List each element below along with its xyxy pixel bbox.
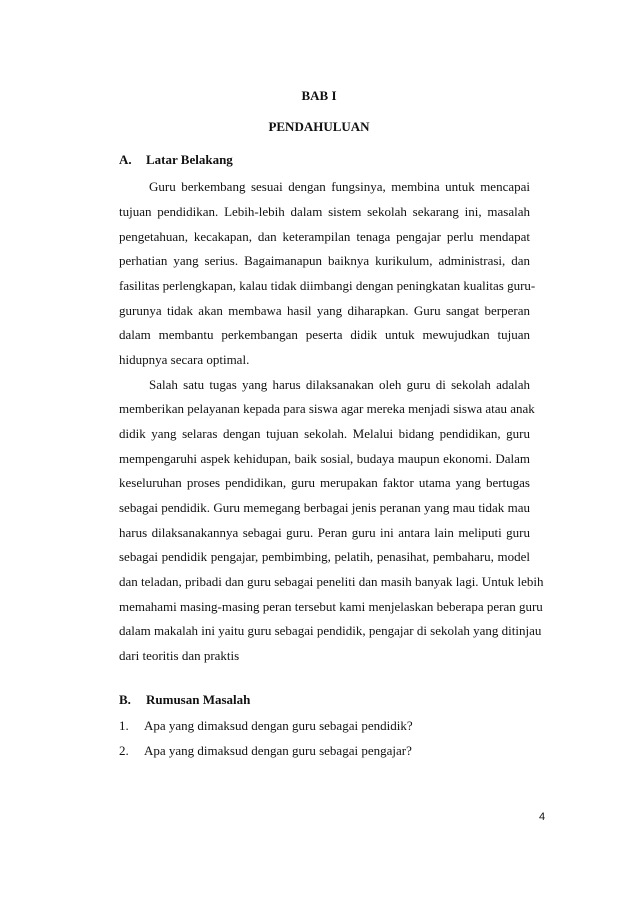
paragraph-line: mempengaruhi aspek kehidupan, baik sosial, budaya maupun ekonomi. Dalam [119,451,530,466]
paragraph-line: dalam membantu perkembangan peserta didik untuk mewujudkan tujuan [119,327,530,342]
chapter-label: BAB I [301,88,337,103]
list-item [119,718,413,734]
page-number: 4 [539,811,546,823]
paragraph-line: pengetahuan, kecakapan, dan keterampilan tenaga pengajar perlu mendapat [119,229,530,244]
section-b-number: B. [119,692,131,707]
list-item-number: 1. [119,718,129,733]
list-item-text: Apa yang dimaksud dengan guru sebagai pengajar? [144,743,412,758]
section-b-heading [119,692,250,708]
list-item-number: 2. [119,743,129,758]
paragraph-line: dari teoritis dan praktis [119,648,240,663]
paragraph-line: harus dilaksanakannya sebagai guru. Peran guru ini antara lain meliputi guru [119,525,530,540]
paragraph-line: fasilitas perlengkapan, kalau tidak diimbangi dengan peningkatan kualitas guru- [119,278,536,293]
paragraph-line: memahami masing-masing peran tersebut kami menjelaskan beberapa peran guru [119,599,543,614]
paragraph-line: sebagai pendidik. Guru memegang berbagai jenis peranan yang mau tidak mau [119,500,530,515]
paragraph-line: keseluruhan proses pendidikan, guru merupakan faktor utama yang bertugas [119,475,530,490]
paragraph-line: dalam makalah ini yaitu guru sebagai pendidik, pengajar di sekolah yang ditinjau [119,623,542,638]
paragraph-line: gurunya tidak akan membawa hasil yang diharapkan. Guru sangat berperan [119,303,530,318]
paragraph-line: Salah satu tugas yang harus dilaksanakan oleh guru di sekolah adalah [149,377,530,392]
paragraph-line: sebagai pendidik pengajar, pembimbing, pelatih, penasihat, pembaharu, model [119,549,530,564]
paragraph-line: Guru berkembang sesuai dengan fungsinya, membina untuk mencapai [149,179,530,194]
list-item [119,743,412,759]
section-b-title: Rumusan Masalah [146,692,251,707]
section-a-heading [119,152,233,168]
paragraph-line: hidupnya secara optimal. [119,352,250,367]
section-a-title: Latar Belakang [146,152,233,167]
section-a-number: A. [119,152,132,167]
list-item-text: Apa yang dimaksud dengan guru sebagai pendidik? [144,718,413,733]
paragraph-line: memberikan pelayanan kepada para siswa agar mereka menjadi siswa atau anak [119,401,535,416]
paragraph-line: dan teladan, pribadi dan guru sebagai peneliti dan masih banyak lagi. Untuk lebih [119,574,544,589]
paragraph-line: tujuan pendidikan. Lebih-lebih dalam sistem sekolah sekarang ini, masalah [119,204,530,219]
chapter-title: PENDAHULUAN [268,119,370,134]
paragraph-line: perhatian yang serius. Bagaimanapun baiknya kurikulum, administrasi, dan [119,253,530,268]
paragraph-line: didik yang selaras dengan tujuan sekolah. Melalui bidang pendidikan, guru [119,426,530,441]
